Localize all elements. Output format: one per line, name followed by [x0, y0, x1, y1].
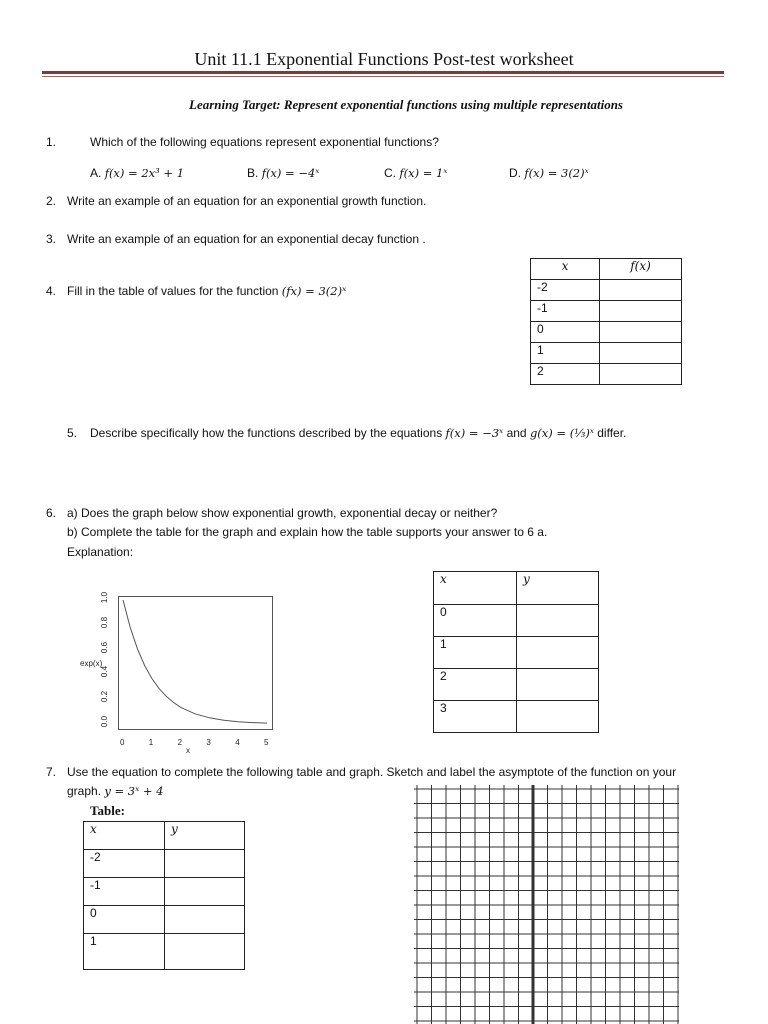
q6-xlabel: x [186, 746, 190, 755]
q1-option-c-label: C. [384, 166, 396, 180]
q6-part-a: a) Does the graph below show exponential growth, exponential decay or neither? [67, 506, 498, 520]
table-row [434, 605, 599, 637]
q7-graph-grid[interactable] [414, 785, 679, 1024]
q1-option-a-label: A. [90, 166, 102, 180]
q1-option-a-expr: f(x) = 2x³ + 1 [104, 166, 185, 180]
q7-x-cell: -1 [84, 878, 165, 906]
q3-text: Write an example of an equation for an exponential decay function . [67, 232, 426, 246]
q6-x-tick-label: 5 [264, 738, 269, 747]
q1-number: 1. [46, 135, 57, 149]
q6-y-tick-label: 0.6 [100, 641, 110, 653]
q6-x-cell: 2 [434, 669, 517, 701]
q3-number: 3. [46, 232, 57, 246]
q6-x-tick-label: 0 [120, 738, 125, 747]
q4-x-cell: 0 [531, 322, 600, 343]
q4-x-cell: 1 [531, 343, 600, 364]
q6-y-tick-label: 0.2 [100, 691, 110, 703]
q7-table-label: Table: [90, 803, 125, 818]
q6-explanation-label: Explanation: [67, 545, 134, 559]
q4-expr: (fx) = 3(2)ˣ [281, 284, 347, 298]
table-row [434, 637, 599, 669]
q6-table [433, 571, 599, 733]
q5-text-after: differ. [593, 426, 627, 440]
q6-x-tick-label: 1 [148, 738, 154, 747]
q1-text: Which of the following equations represent exponential functions? [90, 135, 439, 149]
q1-option-c-expr: f(x) = 1ˣ [399, 166, 448, 180]
q5-number: 5. [67, 426, 78, 440]
q4-table-header-x: x [531, 259, 600, 280]
q7-grid-svg [414, 785, 679, 1024]
q6-y-tick-label: 0.4 [100, 666, 110, 678]
q5-text-and: and [503, 426, 530, 440]
q1-option-d-label: D. [509, 166, 521, 180]
q6-chart-marks [123, 600, 267, 723]
q6-answer-cell[interactable] [517, 669, 599, 701]
table-row [434, 669, 599, 701]
table-row [84, 934, 245, 970]
q6-ylabel: exp(x) [80, 659, 103, 668]
q2-text: Write an example of an equation for an exponential growth function. [67, 194, 427, 208]
q7-text-line2 [67, 784, 163, 798]
q6-x-tick-label: 2 [177, 738, 183, 747]
q4-x-cell: 2 [531, 364, 600, 385]
q6-number: 6. [46, 506, 57, 520]
table-row [84, 878, 245, 906]
q4-table-header-fx: f(x) [600, 259, 682, 280]
q4-text-body: Fill in the table of values for the function [67, 284, 282, 298]
q5-text-before: Describe specifically how the functions described by the equations [90, 426, 446, 440]
q7-text-line1: Use the equation to complete the following table and graph. Sketch and label the asymptote of the function on your [67, 765, 677, 779]
q7-answer-cell[interactable] [165, 850, 245, 878]
q6-part-b: b) Complete the table for the graph and explain how the table supports your answer to 6 a. [67, 525, 548, 539]
q7-x-cell: -2 [84, 850, 165, 878]
q7-answer-cell[interactable] [165, 906, 245, 934]
q6-answer-cell[interactable] [517, 605, 599, 637]
q1-option-b-expr: f(x) = −4ˣ [261, 166, 320, 180]
q6-x-tick-label: 3 [206, 738, 211, 747]
q7-expr: y = 3ˣ + 4 [104, 784, 164, 798]
q4-x-cell: -1 [531, 301, 600, 322]
q7-table-header-y: y [165, 822, 245, 850]
table-row [434, 701, 599, 733]
q6-x-cell: 0 [434, 605, 517, 637]
table-row [84, 906, 245, 934]
q6-x-cell: 3 [434, 701, 517, 733]
q4-number: 4. [46, 284, 57, 298]
q7-table [83, 821, 245, 970]
q6-x-cell: 1 [434, 637, 517, 669]
q6-answer-cell[interactable] [517, 701, 599, 733]
q2-number: 2. [46, 194, 57, 208]
q6-answer-cell[interactable] [517, 637, 599, 669]
q6-y-tick-label: 0.8 [100, 616, 110, 628]
q7-x-cell: 0 [84, 906, 165, 934]
q1-option-b-label: B. [247, 166, 259, 180]
q6-y-tick-label: 0.0 [100, 715, 110, 728]
q6-table-header-x: x [434, 572, 517, 605]
table-row [84, 850, 245, 878]
page-title: Unit 11.1 Exponential Functions Post-test worksheet [194, 49, 574, 69]
q6-table-header-y: y [517, 572, 599, 605]
q7-answer-cell[interactable] [165, 934, 245, 970]
q6-curve-line [123, 600, 267, 723]
learning-target: Learning Target: Represent exponential functions using multiple representations [189, 97, 623, 112]
q7-text-prefix: graph. [67, 784, 105, 798]
q1-option-d-expr: f(x) = 3(2)ˣ [524, 166, 589, 180]
q7-table-header-x: x [84, 822, 165, 850]
q5-expr-g: g(x) = (⅓)ˣ [529, 426, 594, 440]
q4-x-cell: -2 [531, 280, 600, 301]
q7-number: 7. [46, 765, 57, 779]
q6-x-tick-label: 4 [235, 738, 240, 747]
q7-answer-cell[interactable] [165, 878, 245, 906]
q5-expr-f: f(x) = −3ˣ [445, 426, 504, 440]
q6-y-tick-label: 1.0 [100, 591, 110, 604]
q7-x-cell: 1 [84, 934, 165, 970]
